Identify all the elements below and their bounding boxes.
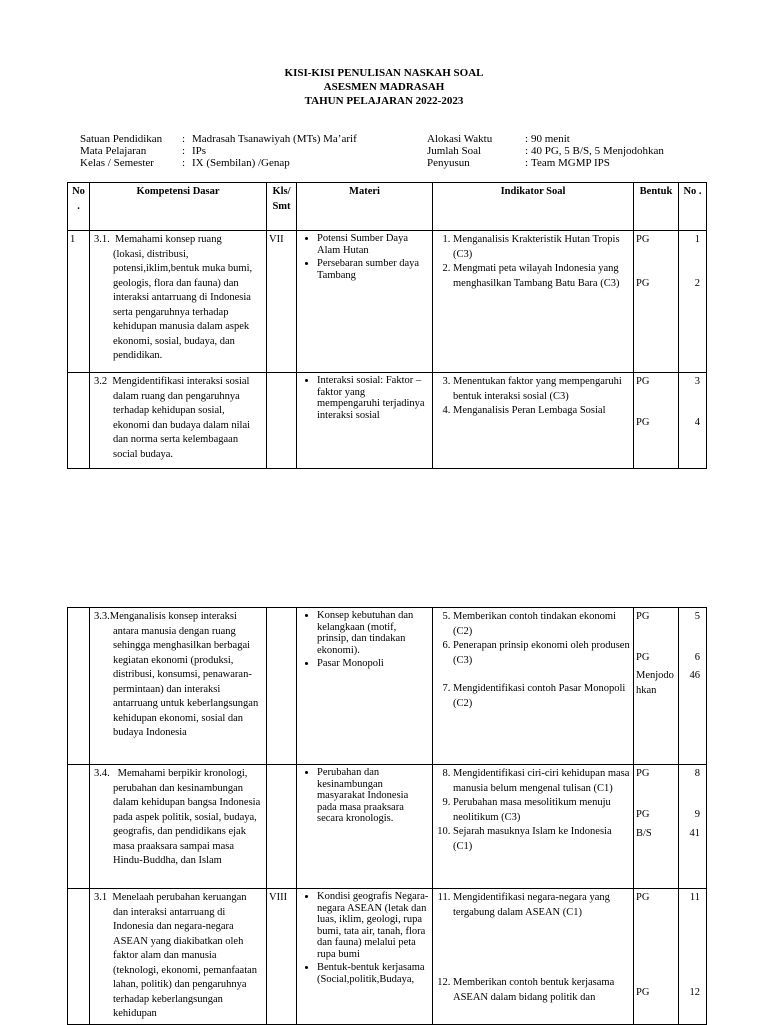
bentuk-cell bbox=[634, 231, 679, 373]
info-value: Team MGMP IPS bbox=[531, 157, 610, 169]
bentuk-cell bbox=[634, 608, 679, 765]
header-kelas-semester: Kls/ Smt bbox=[267, 183, 297, 231]
nomor-soal-value: 5 bbox=[694, 611, 700, 622]
materi-item: • Perubahan dan kesinambungan masyarakat Indonesia pada masa praaksara secara kronologis. bbox=[317, 767, 430, 825]
nomor-soal-cell bbox=[679, 231, 707, 373]
indikator-item: 3. Menentukan faktor yang mempengaruhi bentuk interaksi sosial (C3) bbox=[453, 375, 631, 404]
indikator-item: 10. Sejarah masuknya Islam ke Indonesia (C1) bbox=[453, 825, 631, 854]
bentuk-value: PG bbox=[636, 416, 650, 428]
row-number bbox=[68, 889, 90, 1025]
info-separator: : bbox=[182, 157, 186, 169]
kelas-cell: VIII bbox=[267, 889, 297, 1025]
indikator-item: 6. Penerapan prinsip ekonomi oleh produsen (C3) bbox=[453, 639, 631, 668]
header-nomor-soal: No . bbox=[679, 183, 707, 231]
kd-text: Menelaah perubahan keruangan bbox=[112, 892, 247, 903]
materi-item: • Persebaran sumber daya Tambang bbox=[317, 258, 430, 281]
nomor-soal-cell bbox=[679, 608, 707, 765]
indikator-item: 12. Memberikan contoh bentuk kerjasama ASEAN dalam bidang politik dan bbox=[453, 976, 631, 1005]
table-header-row bbox=[68, 183, 707, 231]
kd-text: perubahan dan kesinambungan dalam kehidupan bangsa Indonesia pada aspek politik, sosial, budaya, geografis, dan pendidikans ejak masa praaksara sampai masa Hindu-Buddha, dan Islam bbox=[113, 782, 261, 866]
table-row bbox=[68, 373, 707, 469]
info-label: Jumlah Soal bbox=[427, 145, 482, 157]
nomor-soal-value: 8 bbox=[694, 768, 700, 779]
bentuk-value: PG bbox=[636, 277, 650, 289]
bentuk-value: PG bbox=[636, 892, 650, 903]
indikator-item: 9. Perubahan masa mesolitikum menuju neolitikum (C3) bbox=[453, 796, 631, 825]
materi-item: • Interaksi sosial: Faktor – faktor yang mempengaruhi terjadinya interaksi sosial bbox=[317, 375, 430, 421]
kd-text: (lokasi, distribusi, potensi,iklim,bentuk muka bumi, geologis, flora dan fauna) dan interaksi antarruang di Indonesia serta pengaruhnya terhadap kehidupan manusia dalam aspek ekonomi, sosial, budaya, dan pendidikan. bbox=[113, 248, 253, 361]
kd-text: dan interaksi antarruang di Indonesia dan negara-negara ASEAN yang diakibatkan oleh faktor alam dan manusia (teknologi, ekonomi, pemanfaatan lahan, politik) dan pengaruhnya terhadap keberlangsungan kehidupan bbox=[113, 906, 258, 1019]
bentuk-cell bbox=[634, 765, 679, 889]
table-row bbox=[68, 889, 707, 1025]
info-value: 40 PG, 5 B/S, 5 Menjodohkan bbox=[531, 145, 664, 157]
bentuk-value: PG bbox=[636, 651, 650, 663]
info-label: Satuan Pendidikan bbox=[80, 133, 163, 145]
info-separator: : bbox=[525, 157, 529, 169]
info-separator: : bbox=[182, 145, 186, 157]
title-line-3: TAHUN PELAJARAN 2022-2023 bbox=[304, 95, 464, 107]
kompetensi-dasar-cell bbox=[90, 608, 267, 765]
info-separator: : bbox=[525, 133, 529, 145]
kd-number: 3.1. bbox=[94, 234, 110, 245]
indikator-item: 5. Memberikan contoh tindakan ekonomi (C2) bbox=[453, 610, 631, 639]
materi-cell bbox=[297, 889, 433, 1025]
indikator-cell bbox=[433, 608, 634, 765]
indikator-item: 7. Mengidentifikasi contoh Pasar Monopoli (C2) bbox=[453, 682, 631, 711]
info-separator: : bbox=[525, 145, 529, 157]
nomor-soal-cell bbox=[679, 889, 707, 1025]
kd-number: 3.3. bbox=[94, 611, 110, 622]
nomor-soal-value: 2 bbox=[694, 277, 700, 289]
kelas-cell bbox=[267, 373, 297, 469]
bentuk-value: B/S bbox=[636, 828, 652, 839]
info-label: Alokasi Waktu bbox=[427, 133, 493, 145]
info-label: Penyusun bbox=[427, 157, 470, 169]
kelas-cell bbox=[267, 608, 297, 765]
indikator-item: 2. Mengmati peta wilayah Indonesia yang menghasilkan Tambang Batu Bara (C3) bbox=[453, 262, 631, 291]
info-label: Mata Pelajaran bbox=[80, 145, 147, 157]
header-materi: Materi bbox=[297, 183, 433, 231]
materi-item: • Bentuk-bentuk kerjasama (Social,politik,Budaya, bbox=[317, 962, 430, 985]
info-row bbox=[427, 157, 664, 169]
materi-item: • Konsep kebutuhan dan kelangkaan (motif, prinsip, dan tindakan ekonomi). bbox=[317, 610, 430, 656]
info-right bbox=[427, 133, 664, 169]
nomor-soal-value: 3 bbox=[694, 376, 700, 387]
kd-text: Memahami berpikir kronologi, bbox=[117, 768, 248, 779]
indikator-item: 8. Mengidentifikasi ciri-ciri kehidupan masa manusia belum mengenal tulisan (C1) bbox=[453, 767, 631, 796]
nomor-soal-value: 6 bbox=[694, 651, 700, 663]
header-no: No . bbox=[68, 183, 90, 231]
header-kompetensi-dasar: Kompetensi Dasar bbox=[90, 183, 267, 231]
bentuk-cell bbox=[634, 889, 679, 1025]
kelas-cell bbox=[267, 765, 297, 889]
row-number bbox=[68, 765, 90, 889]
nomor-soal-value: 11 bbox=[689, 892, 700, 903]
kd-number: 3.1 bbox=[94, 892, 108, 903]
indikator-cell bbox=[433, 765, 634, 889]
row-number: 1 bbox=[68, 231, 90, 373]
indikator-item: 11. Mengidentifikasi negara-negara yang tergabung dalam ASEAN (C1) bbox=[453, 891, 631, 920]
info-value: IPs bbox=[192, 145, 207, 157]
nomor-soal-cell bbox=[679, 765, 707, 889]
info-value: 90 menit bbox=[531, 133, 570, 145]
kd-text: antara manusia dengan ruang sehingga menghasilkan berbagai kegiatan ekonomi (produksi, distribusi, konsumsi, penawaran-permintaan) dan interaksi antarruang untuk keberlangsungan kehidupan ekonomi, sosial dan budaya Indonesia bbox=[113, 625, 259, 738]
kisi-table-page-1 bbox=[67, 182, 707, 469]
materi-cell bbox=[297, 608, 433, 765]
materi-item: • Potensi Sumber Daya Alam Hutan bbox=[317, 233, 430, 256]
bentuk-value: PG bbox=[636, 768, 650, 779]
bentuk-value: PG bbox=[636, 234, 650, 245]
info-row bbox=[80, 145, 357, 157]
row-number bbox=[68, 373, 90, 469]
info-row bbox=[427, 133, 664, 145]
materi-cell bbox=[297, 765, 433, 889]
info-left bbox=[80, 133, 357, 169]
bentuk-value: PG bbox=[636, 376, 650, 387]
materi-item: • Kondisi geografis Negara-negara ASEAN (letak dan luas, iklim, geologi, rupa bumi, tata air, tanah, flora dan fauna) melalui peta rupa bumi bbox=[317, 891, 430, 960]
bentuk-cell bbox=[634, 373, 679, 469]
info-row bbox=[80, 133, 357, 145]
kompetensi-dasar-cell bbox=[90, 889, 267, 1025]
info-value: IX (Sembilan) /Genap bbox=[192, 157, 290, 169]
nomor-soal-value: 1 bbox=[694, 234, 700, 245]
bentuk-value: PG bbox=[636, 986, 650, 998]
info-separator: : bbox=[182, 133, 186, 145]
nomor-soal-value: 9 bbox=[694, 808, 700, 820]
info-row bbox=[427, 145, 664, 157]
header-bentuk: Bentuk bbox=[634, 183, 679, 231]
nomor-soal-value: 4 bbox=[694, 416, 700, 428]
nomor-soal-value: 46 bbox=[689, 670, 700, 681]
indikator-cell bbox=[433, 373, 634, 469]
bentuk-value: Menjodohkan bbox=[636, 670, 674, 696]
table-row bbox=[68, 765, 707, 889]
table-row bbox=[68, 231, 707, 373]
header-indikator-soal: Indikator Soal bbox=[433, 183, 634, 231]
info-label: Kelas / Semester bbox=[80, 157, 154, 169]
indikator-item: 1. Menganalisis Krakteristik Hutan Tropis (C3) bbox=[453, 233, 631, 262]
nomor-soal-value: 41 bbox=[689, 828, 700, 839]
nomor-soal-value: 12 bbox=[689, 986, 700, 998]
info-value: Madrasah Tsanawiyah (MTs) Ma’arif bbox=[192, 133, 357, 145]
materi-cell bbox=[297, 373, 433, 469]
title-line-1: KISI-KISI PENULISAN NASKAH SOAL bbox=[284, 67, 484, 79]
table-row bbox=[68, 608, 707, 765]
indikator-cell bbox=[433, 231, 634, 373]
kd-text: dalam ruang dan pengaruhnya terhadap kehidupan sosial, ekonomi dan budaya dalam nilai dan norma serta kelembagaan social budaya. bbox=[113, 390, 251, 460]
bentuk-value: PG bbox=[636, 808, 650, 820]
materi-item: • Pasar Monopoli bbox=[317, 658, 430, 670]
kompetensi-dasar-cell bbox=[90, 231, 267, 373]
kd-text: Menganalisis konsep interaksi bbox=[109, 611, 237, 622]
kd-number: 3.4. bbox=[94, 768, 110, 779]
kd-text: Mengidentifikasi interaksi sosial bbox=[112, 376, 250, 387]
indikator-cell bbox=[433, 889, 634, 1025]
kd-text: Memahami konsep ruang bbox=[115, 234, 222, 245]
kisi-table-page-2 bbox=[67, 607, 707, 1025]
info-row bbox=[80, 157, 357, 169]
kd-number: 3.2 bbox=[94, 376, 108, 387]
kelas-cell: VII bbox=[267, 231, 297, 373]
row-number bbox=[68, 608, 90, 765]
page-title bbox=[0, 66, 768, 108]
indikator-item: 4. Menganalisis Peran Lembaga Sosial bbox=[453, 404, 631, 419]
materi-cell bbox=[297, 231, 433, 373]
kompetensi-dasar-cell bbox=[90, 373, 267, 469]
nomor-soal-cell bbox=[679, 373, 707, 469]
title-line-2: ASESMEN MADRASAH bbox=[323, 81, 445, 93]
kompetensi-dasar-cell bbox=[90, 765, 267, 889]
bentuk-value: PG bbox=[636, 611, 650, 622]
